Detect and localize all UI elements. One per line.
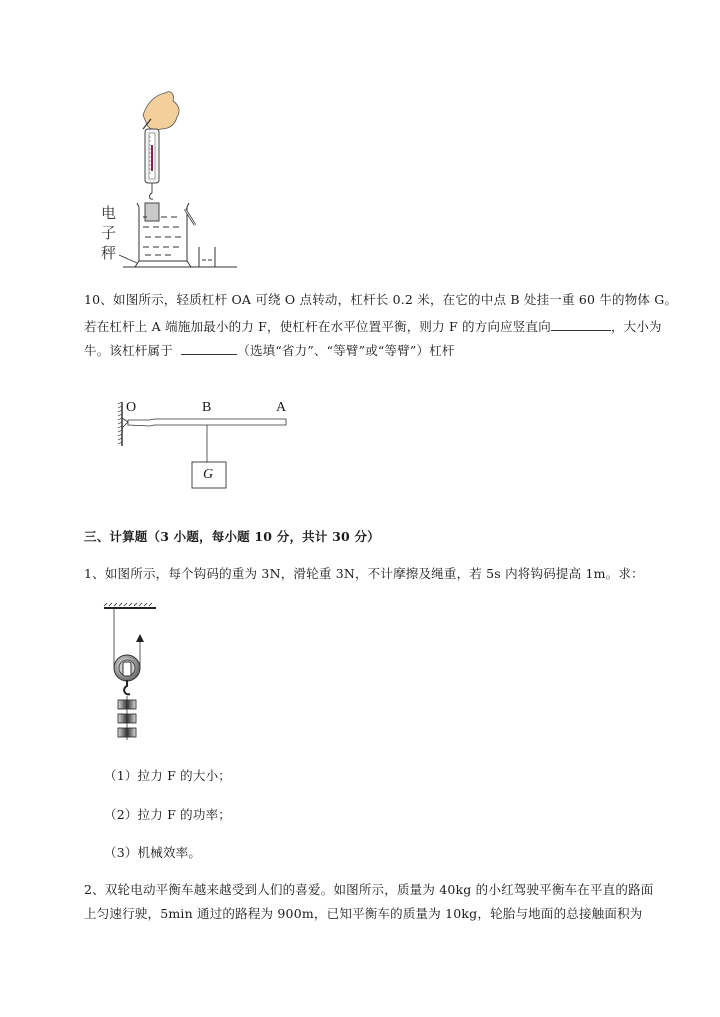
electronic-scale-label: 电 子 秤 (101, 204, 117, 262)
label-point-o: O (126, 400, 137, 415)
figure-spring-scale-beaker (95, 85, 245, 275)
q2-line2: 上匀速行驶，5min 通过的路程为 900m，已知平衡车的质量为 10kg，轮胎与地面的总接触面积为 (84, 906, 643, 921)
section-3-title: 三、计算题（3 小题，每小题 10 分，共计 30 分） (84, 529, 380, 544)
q10-line1: 10、如图所示，轻质杠杆 OA 可绕 O 点转动，杠杆长 0.2 米，在它的中点 B 处挂一重 60 牛的物体 G。 (84, 292, 678, 307)
figure-lever (110, 398, 300, 493)
q1-sub-3: （3）机械效率。 (104, 845, 202, 860)
q10-line2-suffix: ，大小为 (610, 319, 662, 334)
q1-text: 1、如图所示，每个钩码的重为 3N，滑轮重 3N，不计摩擦及绳重，若 5s 内将钩码提高 1m。求： (84, 566, 644, 581)
answer-blank-direction[interactable] (551, 318, 611, 331)
pulley-diagram (100, 600, 170, 745)
q10-line2 (84, 318, 662, 335)
q1-sub-1: （1）拉力 F 的大小； (104, 768, 231, 783)
label-weight-g: G (203, 467, 214, 482)
label-point-a: A (276, 400, 287, 415)
q10-line3-suffix: （选填“省力”、“等臂”或“等臂”）杠杆 (237, 343, 455, 358)
label-point-b: B (202, 400, 212, 415)
q2-line1: 2、双轮电动平衡车越来越受到人们的喜爱。如图所示，质量为 40kg 的小红驾驶平衡车在平直的路面 (84, 882, 654, 897)
q10-line3-text: 牛。该杠杆属于 (84, 343, 173, 358)
answer-blank-lever-type[interactable] (181, 342, 237, 355)
q10-line2-text: 若在杠杆上 A 端施加最小的力 F，使杠杆在水平位置平衡，则力 F 的方向应竖直向 (84, 319, 551, 334)
q1-sub-2: （2）拉力 F 的功率； (104, 807, 231, 822)
figure-pulley (100, 600, 170, 745)
q10-line3 (84, 342, 455, 359)
